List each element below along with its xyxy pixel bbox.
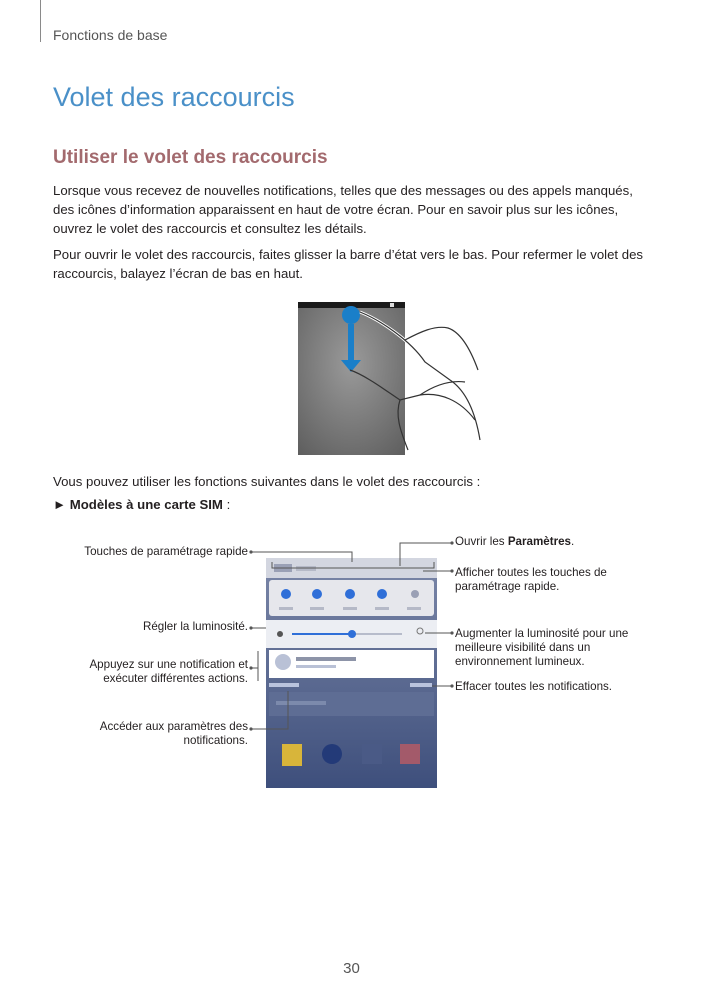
callout-clear-all: Effacer toutes les notifications. bbox=[455, 680, 613, 693]
paragraph-intro: Lorsque vous recevez de nouvelles notifications, telles que des messages ou des appels manqués, des icônes d’information apparaissent en haut de votre écran. Pour en savoir plus sur les icônes, ouvrez le volet des raccourcis et consultez les détails. bbox=[53, 183, 633, 236]
margin-line bbox=[40, 0, 41, 42]
callout-notification-settings: Accéder aux paramètres des notifications. bbox=[99, 720, 248, 747]
page-title: Volet des raccourcis bbox=[53, 82, 295, 112]
paragraph-open-panel: Pour ouvrir le volet des raccourcis, faites glisser la barre d’état vers le bas. Pour refermer le volet des raccourcis, balayez l’écran de bas en haut. bbox=[53, 247, 644, 281]
callout-brightness: Régler la luminosité. bbox=[142, 620, 248, 633]
notification-panel-illustration bbox=[266, 558, 437, 788]
callout-notification: Appuyez sur une notification et exécuter différentes actions. bbox=[89, 658, 248, 685]
callout-open-settings: Ouvrir les Paramètres. bbox=[455, 535, 575, 548]
settings-bold-label: Paramètres bbox=[507, 535, 571, 548]
paragraph-functions: Vous pouvez utiliser les fonctions suivantes dans le volet des raccourcis : bbox=[53, 474, 481, 489]
section-subtitle: Utiliser le volet des raccourcis bbox=[53, 147, 328, 168]
sim-label-bold: Modèles à une carte SIM bbox=[69, 497, 223, 512]
page-number: 30 bbox=[343, 960, 360, 977]
bullet-marker: ► bbox=[53, 497, 67, 512]
hand-gesture-icon bbox=[340, 300, 490, 460]
sim-model-label: ► Modèles à une carte SIM : bbox=[53, 497, 231, 512]
callout-boost-brightness: Augmenter la luminosité pour une meilleure visibilité dans un environnement lumineux. bbox=[455, 627, 629, 668]
callout-quick-settings: Touches de paramétrage rapide bbox=[84, 545, 248, 558]
section-header: Fonctions de base bbox=[53, 27, 168, 43]
callout-show-all: Afficher toutes les touches de paramétrage rapide. bbox=[455, 566, 607, 593]
